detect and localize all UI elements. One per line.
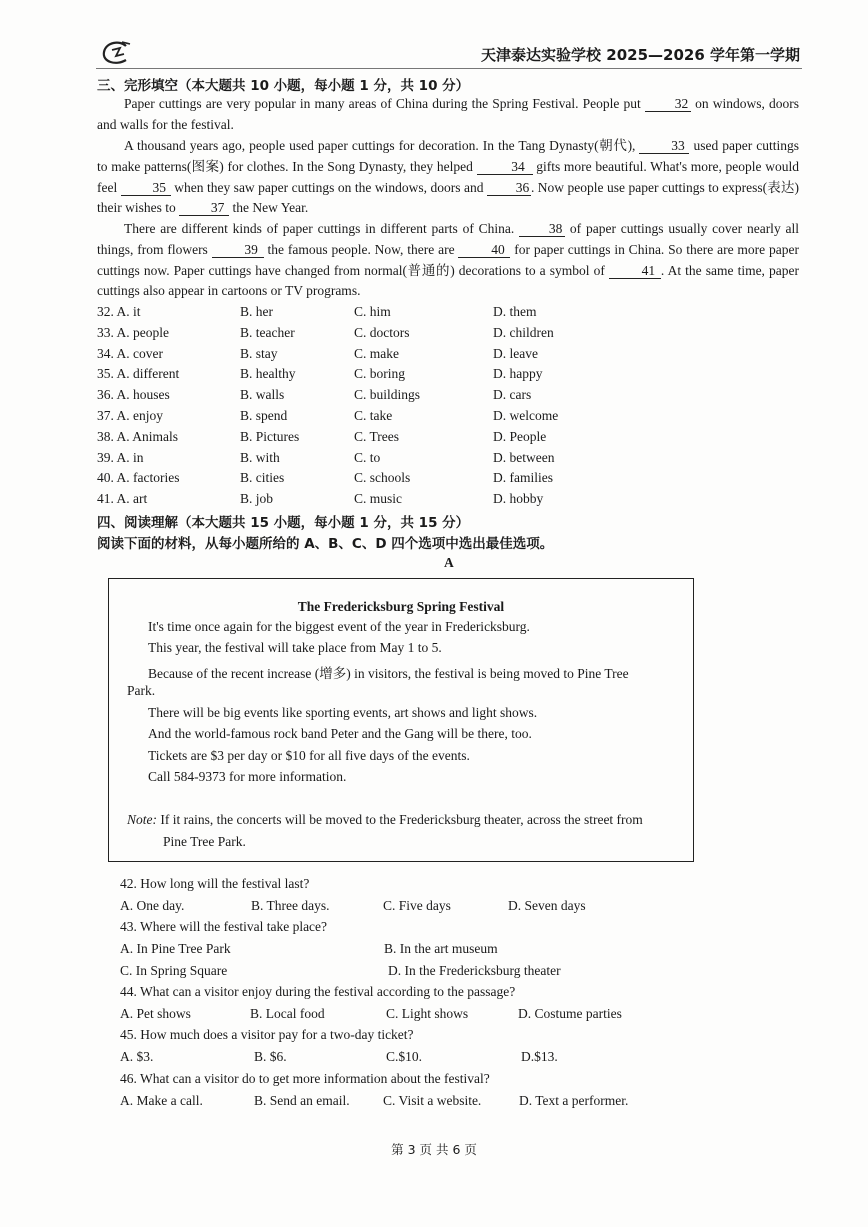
passage-note: Note: If it rains, the concerts will be moved to the Fredericksburg theater, across the street from — [127, 812, 643, 827]
option-33-a[interactable]: 33. A. people — [97, 324, 169, 340]
option-34-a[interactable]: 34. A. cover — [97, 345, 163, 361]
cloze-paragraph-3: There are different kinds of paper cuttings in different parts of China. 38 of paper cuttings usually cover nearly all things, from flowers 39 the famous people. Now, there are 40 for paper cuttings in China. So there are more paper cuttings now. Paper cuttings have changed from normal(普通的) decorations to a symbol of 41 . At the same time, paper cuttings also appear in cartoons or TV programs. — [97, 221, 800, 299]
school-logo-icon — [100, 40, 134, 66]
passage-line: Call 584-9373 for more information. — [148, 769, 347, 784]
option-33-b[interactable]: B. teacher — [240, 324, 295, 340]
option-40-d[interactable]: D. families — [493, 470, 553, 486]
passage-label: A — [444, 555, 454, 570]
q46-option-b[interactable]: B. Send an email. — [254, 1093, 350, 1108]
q43-option-b[interactable]: B. In the art museum — [384, 941, 498, 956]
page-footer: 第 3 页 共 6 页 — [391, 1142, 477, 1157]
blank-39: 39 — [212, 243, 264, 258]
section4-title: 四、阅读理解（本大题共 15 小题，每小题 1 分，共 15 分） — [97, 515, 470, 531]
cloze-paragraph-1: Paper cuttings are very popular in many areas of China during the Spring Festival. People put 32 on windows, doors and walls for the festival. — [97, 96, 799, 132]
option-40-a[interactable]: 40. A. factories — [97, 470, 180, 486]
option-32-d[interactable]: D. them — [493, 304, 537, 319]
q44-option-b[interactable]: B. Local food — [250, 1006, 325, 1021]
q46-option-c[interactable]: C. Visit a website. — [383, 1093, 482, 1108]
passage-line: And the world-famous rock band Peter and the Gang will be there, too. — [148, 726, 532, 741]
option-34-c[interactable]: C. make — [354, 345, 399, 361]
option-36-a[interactable]: 36. A. houses — [97, 387, 170, 403]
blank-35: 35 — [121, 181, 171, 196]
q45-option-c[interactable]: C.$10. — [386, 1049, 423, 1064]
option-row-38 — [97, 427, 817, 448]
passage-box — [108, 578, 694, 862]
q42-option-b[interactable]: B. Three days. — [251, 898, 330, 913]
option-row-41 — [97, 489, 817, 510]
cloze-paragraph-2: A thousand years ago, people used paper cuttings for decoration. In the Tang Dynasty(朝代), 33 used paper cuttings to make patterns(图案) for clothes. In the Song Dynasty, they helped 34 gifts more beautiful. What's more, people would feel 35 when they saw paper cuttings on the windows, doors and 36 . Now people use paper cuttings to express(表达) their wishes to 37 the New Year. — [97, 138, 800, 216]
q46-option-a[interactable]: A. Make a call. — [120, 1093, 203, 1108]
option-41-c[interactable]: C. music — [354, 491, 403, 507]
option-35-b[interactable]: B. healthy — [240, 366, 296, 382]
option-38-b[interactable]: B. Pictures — [240, 428, 300, 444]
option-37-d[interactable]: D. welcome — [493, 407, 559, 423]
option-row-33 — [97, 323, 817, 344]
blank-32: 32 — [645, 97, 691, 112]
option-row-36 — [97, 385, 817, 406]
q45-option-b[interactable]: B. $6. — [254, 1049, 287, 1064]
option-36-b[interactable]: B. walls — [240, 387, 285, 403]
q42-option-c[interactable]: C. Five days — [383, 898, 451, 913]
q43-option-d[interactable]: D. In the Fredericksburg theater — [388, 963, 561, 978]
option-row-40 — [97, 468, 817, 489]
option-41-a[interactable]: 41. A. art — [97, 491, 148, 507]
q43-option-a[interactable]: A. In Pine Tree Park — [120, 941, 231, 956]
header-divider — [96, 68, 802, 69]
q42-option-d[interactable]: D. Seven days — [508, 898, 586, 913]
option-38-c[interactable]: C. Trees — [354, 428, 400, 444]
option-32-c[interactable]: C. him — [354, 304, 391, 319]
option-35-c[interactable]: C. boring — [354, 366, 406, 382]
option-row-35 — [97, 364, 817, 385]
header-title: 天津泰达实验学校 2025—2026 学年第一学期 — [481, 46, 800, 64]
option-32-a[interactable]: 32. A. it — [97, 304, 141, 319]
option-39-a[interactable]: 39. A. in — [97, 449, 144, 465]
q43-option-c[interactable]: C. In Spring Square — [120, 963, 228, 978]
q42-option-a[interactable]: A. One day. — [120, 898, 185, 913]
blank-41: 41 — [609, 264, 661, 279]
option-39-c[interactable]: C. to — [354, 449, 381, 465]
blank-33: 33 — [639, 139, 689, 154]
section4-instruction: 阅读下面的材料，从每小题所给的 A、B、C、D 四个选项中选出最佳选项。 — [97, 536, 554, 552]
question-44: 44. What can a visitor enjoy during the festival according to the passage? — [120, 984, 516, 999]
question-42: 42. How long will the festival last? — [120, 876, 310, 891]
option-41-d[interactable]: D. hobby — [493, 491, 544, 507]
q46-option-d[interactable]: D. Text a performer. — [519, 1093, 629, 1108]
q44-option-a[interactable]: A. Pet shows — [120, 1006, 191, 1021]
option-33-c[interactable]: C. doctors — [354, 324, 410, 340]
option-39-b[interactable]: B. with — [240, 449, 280, 465]
option-38-d[interactable]: D. People — [493, 428, 547, 444]
option-34-d[interactable]: D. leave — [493, 345, 538, 361]
section3-title: 三、完形填空（本大题共 10 小题，每小题 1 分，共 10 分） — [97, 78, 470, 94]
passage-line: There will be big events like sporting events, art shows and light shows. — [148, 705, 538, 720]
blank-37: 37 — [179, 201, 229, 216]
q45-option-a[interactable]: A. $3. — [120, 1049, 154, 1064]
option-row-37 — [97, 406, 817, 427]
option-32-b[interactable]: B. her — [240, 304, 273, 319]
question-43: 43. Where will the festival take place? — [120, 919, 328, 934]
option-39-d[interactable]: D. between — [493, 449, 555, 465]
passage-title: The Fredericksburg Spring Festival — [297, 599, 505, 614]
passage-line: Tickets are $3 per day or $10 for all five days of the events. — [148, 748, 470, 763]
option-41-b[interactable]: B. job — [240, 491, 274, 507]
cloze-options-list — [97, 302, 817, 510]
question-46: 46. What can a visitor do to get more information about the festival? — [120, 1071, 490, 1086]
option-40-b[interactable]: B. cities — [240, 470, 285, 486]
option-33-d[interactable]: D. children — [493, 324, 554, 340]
option-40-c[interactable]: C. schools — [354, 470, 411, 486]
option-37-b[interactable]: B. spend — [240, 407, 288, 423]
blank-36: 36 — [487, 181, 531, 196]
passage-line: It's time once again for the biggest event of the year in Fredericksburg. — [148, 619, 530, 634]
option-34-b[interactable]: B. stay — [240, 345, 278, 361]
option-35-a[interactable]: 35. A. different — [97, 366, 180, 382]
passage-line: Because of the recent increase (增多) in visitors, the festival is being moved to Pine Tree — [148, 666, 629, 681]
question-45: 45. How much does a visitor pay for a two-day ticket? — [120, 1027, 414, 1042]
option-row-39 — [97, 448, 817, 469]
blank-34: 34 — [477, 160, 533, 175]
option-36-c[interactable]: C. buildings — [354, 387, 421, 403]
q45-option-d[interactable]: D.$13. — [521, 1049, 558, 1064]
blank-40: 40 — [458, 243, 510, 258]
passage-line: Park. — [127, 683, 156, 698]
option-37-c[interactable]: C. take — [354, 407, 393, 423]
option-38-a[interactable]: 38. A. Animals — [97, 428, 179, 444]
option-37-a[interactable]: 37. A. enjoy — [97, 407, 163, 423]
q44-option-d[interactable]: D. Costume parties — [518, 1006, 622, 1021]
option-35-d[interactable]: D. happy — [493, 366, 543, 382]
option-row-34 — [97, 344, 817, 365]
blank-38: 38 — [519, 222, 565, 237]
option-row-32 — [97, 302, 817, 323]
passage-line: This year, the festival will take place from May 1 to 5. — [148, 640, 442, 655]
passage-note-cont: Pine Tree Park. — [163, 834, 246, 849]
option-36-d[interactable]: D. cars — [493, 387, 532, 403]
q44-option-c[interactable]: C. Light shows — [386, 1006, 469, 1021]
